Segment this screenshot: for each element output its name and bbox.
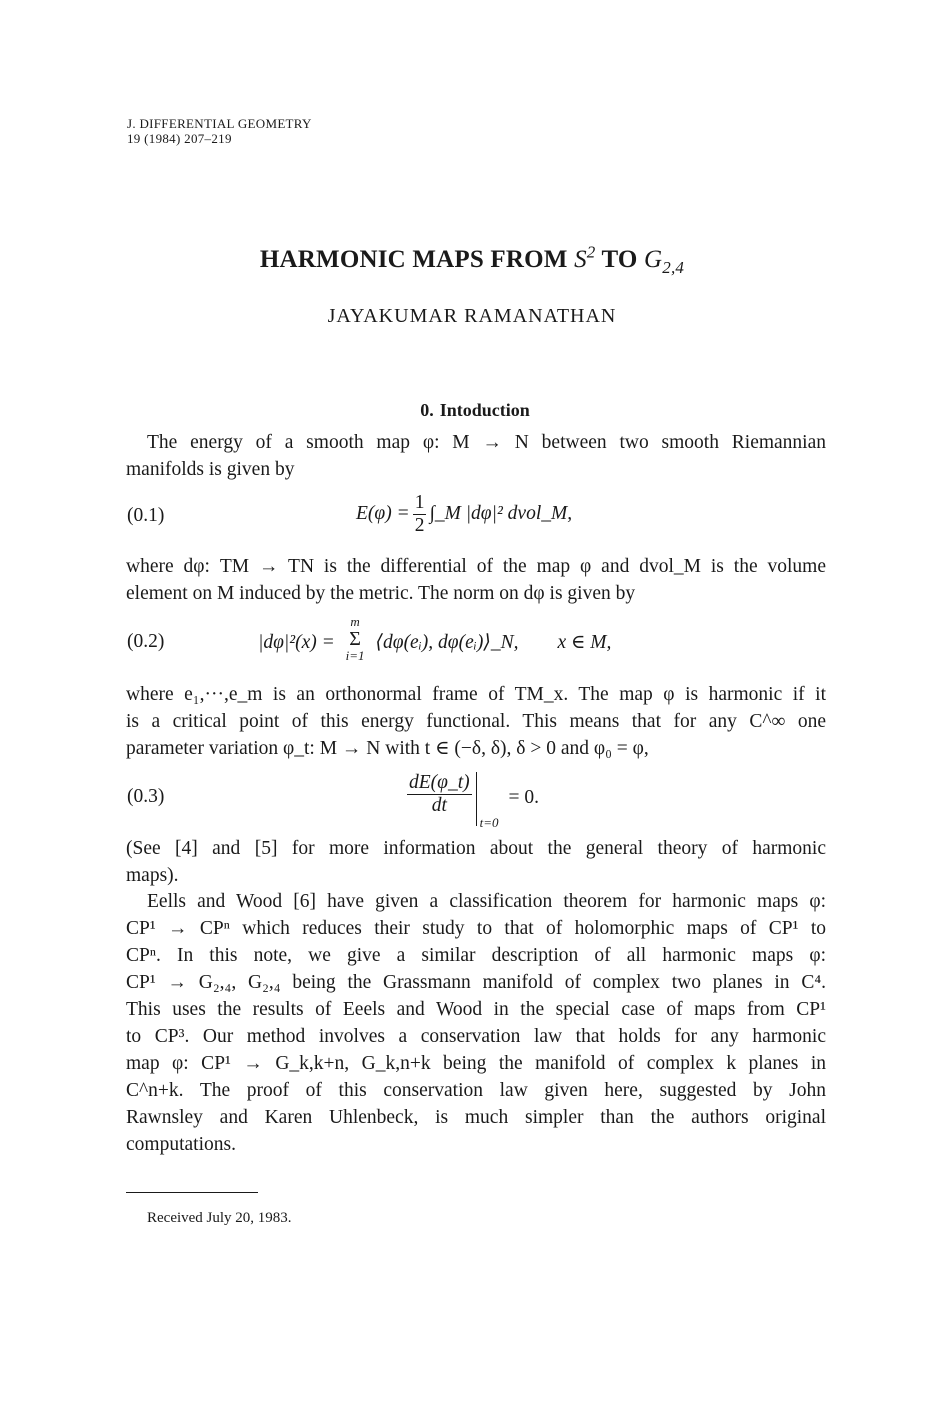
section-heading xyxy=(0,400,944,421)
footnote-received: Received July 20, 1983. xyxy=(147,1210,292,1226)
title-s: $S^2$ xyxy=(574,242,596,273)
text-line: computations. xyxy=(126,1134,236,1155)
text-line: element on M induced by the metric. The norm on dφ is given by xyxy=(126,583,636,604)
equation-0-2: |dφ|²(x) = m Σ i=1 ⟨dφ(eᵢ), dφ(eᵢ)⟩_N, x ∈ M, xyxy=(258,614,612,663)
text-line: CPⁿ. In this note, we give a similar description of all harmonic maps φ: xyxy=(126,945,826,966)
text-line: where e₁,···,e_m is an orthonormal frame of TM_x. The map φ is harmonic if it xyxy=(126,684,826,705)
text-line: map φ: CP¹ → G_k,k+n, G_k,n+k being the manifold of complex k planes in xyxy=(126,1053,826,1074)
text-line: manifolds is given by xyxy=(126,459,295,480)
paragraph-3 xyxy=(126,681,826,762)
equation-number: (0.1) xyxy=(127,505,165,526)
section-number: 0. xyxy=(420,400,434,420)
text-line: The energy of a smooth map φ: M → N between two smooth Riemannian xyxy=(147,432,826,453)
text-line: CP¹ → CPⁿ which reduces their study to that of holomorphic maps of CP¹ to xyxy=(126,918,826,939)
equation-0-3: $\frac{dE(\varphi\_t)}{dt}$ $_{t=0}$= 0. xyxy=(409,772,539,831)
text-line: CP¹ → G₂,₄, G₂,₄ being the Grassmann manifold of complex two planes in C⁴. xyxy=(126,972,826,993)
text-line: This uses the results of Eeels and Wood in the special case of maps from CP¹ xyxy=(126,999,826,1020)
text-line: (See [4] and [5] for more information about the general theory of harmonic xyxy=(126,838,826,859)
paragraph-4 xyxy=(126,835,826,889)
paragraph-5 xyxy=(126,888,826,1158)
title-g: $G_{2,4}$ xyxy=(644,246,685,277)
text-line: where dφ: TM → TN is the differential of the map φ and dvol_M is the volume xyxy=(126,556,826,577)
text-line: is a critical point of this energy functional. This means that for any C^∞ one xyxy=(126,711,826,732)
equation-number: (0.3) xyxy=(127,786,165,807)
journal-header xyxy=(127,116,312,146)
text-line: Rawnsley and Karen Uhlenbeck, is much simpler than the authors original xyxy=(126,1107,826,1128)
text-line: maps). xyxy=(126,865,179,886)
paragraph-1 xyxy=(126,429,826,483)
section-title: Intoduction xyxy=(439,400,530,420)
journal-issue: 19 (1984) 207–219 xyxy=(127,131,232,146)
paper-title xyxy=(0,242,944,277)
text-line: C^n+k. The proof of this conservation law given here, suggested by John xyxy=(126,1080,826,1101)
title-text: HARMONIC MAPS FROM xyxy=(259,246,568,273)
paragraph-2 xyxy=(126,553,826,607)
footnote-rule xyxy=(126,1192,258,1193)
equation-number: (0.2) xyxy=(127,631,165,652)
text-line: to CP³. Our method involves a conservation law that holds for any harmonic xyxy=(126,1026,826,1047)
author-name: JAYAKUMAR RAMANATHAN xyxy=(327,305,617,327)
text-line: parameter variation φ_t: M → N with t ∈ (−δ, δ), δ > 0 and φ₀ = φ, xyxy=(126,738,649,759)
equation-0-1: E(φ) = $\frac{1}{2}$ ∫_M |dφ|² dvol_M, xyxy=(356,492,573,536)
text-line: Eells and Wood [6] have given a classification theorem for harmonic maps φ: xyxy=(147,891,826,912)
title-to: TO xyxy=(601,246,638,273)
journal-name: J. DIFFERENTIAL GEOMETRY xyxy=(127,116,312,131)
